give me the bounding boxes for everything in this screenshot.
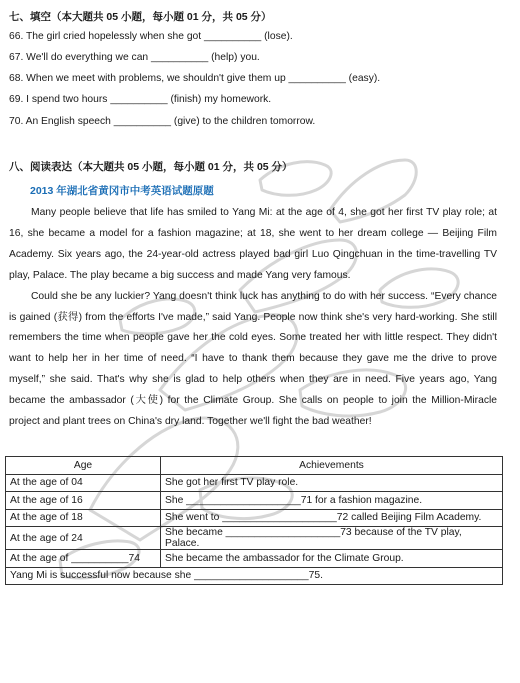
question-68: 68. When we meet with problems, we shouldn't give them up __________ (easy). (9, 73, 381, 84)
age-header: Age (6, 457, 161, 475)
age-cell: At the age of 18 (6, 509, 161, 527)
passage-paragraph: Could she be any luckier? Yang doesn't think luck has anything to do with her success. “Every chance is gained (获得) from the efforts I've made,” said Yang. People now think she's very hard-working. She still remembers the time when people gave her the cold eyes. Some treated her with little respect. They didn't want to help her in her time of need. “I have to thank them because they gave me the drive to prove myself,” she said. That's why she is glad to help others when they are in need. Five years ago, Yang became the ambassador (大使) for the Climate Group. She calls on people to join the Million-Miracle project and plant trees on China's dry land. Together we'll fight the bad weather! (9, 290, 497, 428)
achievement-cell: She went to ____________________72 called Beijing Film Academy. (161, 509, 503, 527)
age-cell: At the age of 24 (6, 527, 161, 550)
passage-source: 2013 年湖北省黄冈市中考英语试题原题 (30, 185, 214, 197)
reading-passage (9, 203, 497, 433)
achievement-cell: She ____________________71 for a fashion magazine. (161, 492, 503, 510)
achievement-cell: She got her first TV play role. (161, 474, 503, 492)
section8-title: 八、阅读表达（本大题共 05 小题，每小题 01 分，共 05 分） (9, 161, 293, 173)
achievements-header: Achievements (161, 457, 503, 475)
achievement-cell: She became the ambassador for the Climate Group. (161, 550, 503, 568)
table-header-row (6, 457, 503, 475)
question-67: 67. We'll do everything we can __________ (help) you. (9, 52, 260, 63)
question-70: 70. An English speech __________ (give) to the children tomorrow. (9, 116, 316, 127)
table-footer-row (6, 567, 503, 585)
age-cell: At the age of 16 (6, 492, 161, 510)
table-row (6, 509, 503, 527)
age-cell: At the age of 04 (6, 474, 161, 492)
footer-cell: Yang Mi is successful now because she ____________________75. (6, 567, 503, 585)
table-row (6, 474, 503, 492)
table-row (6, 492, 503, 510)
question-69: 69. I spend two hours __________ (finish) my homework. (9, 94, 272, 105)
section7-title: 七、填空（本大题共 05 小题，每小题 01 分，共 05 分） (9, 11, 272, 23)
passage-paragraph: Many people believe that life has smiled to Yang Mi: at the age of 4, she got her first TV play role; at 16, she became a model for a fashion magazine; at 18, she went to her dream college — Beijing Film Academy. Six years ago, the 24-year-old actress played bad girl Luo Qingchuan in the time-travelling TV play, Palace. The play became a big success and made Yang very famous. (9, 207, 497, 281)
table-row (6, 527, 503, 550)
age-cell: At the age of __________74 (6, 550, 161, 568)
achievement-cell: She became ____________________73 because of the TV play, Palace. (161, 527, 503, 550)
question-66: 66. The girl cried hopelessly when she got __________ (lose). (9, 31, 293, 42)
achievements-table (5, 456, 503, 585)
table-row (6, 550, 503, 568)
